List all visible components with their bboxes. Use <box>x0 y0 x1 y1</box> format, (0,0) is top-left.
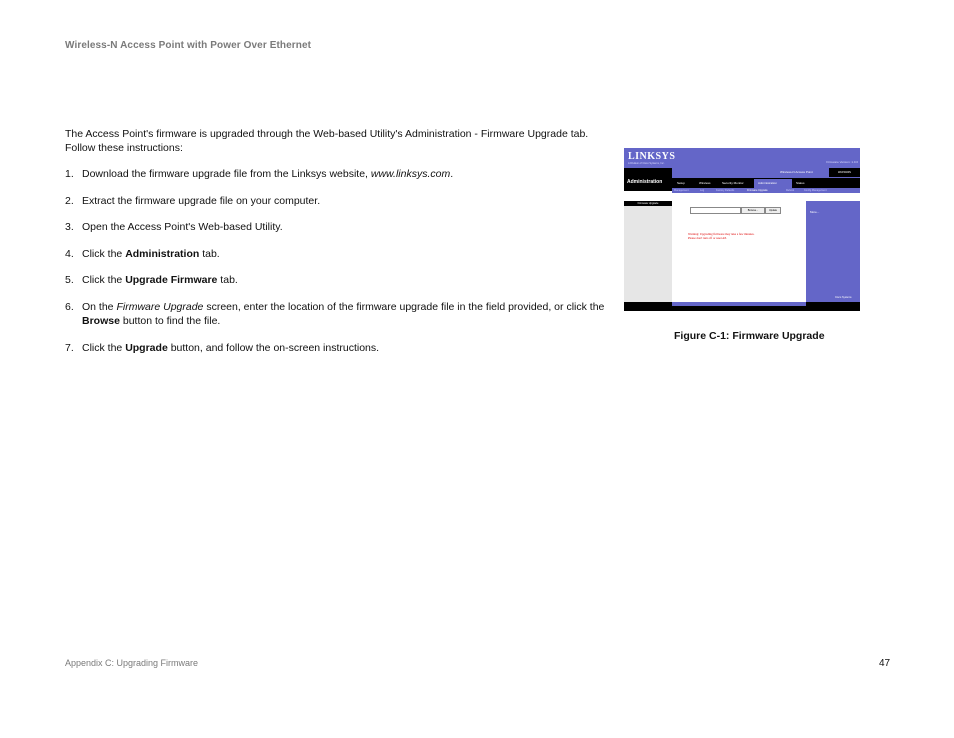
website-link-text: www.linksys.com <box>370 168 451 180</box>
logo-subtitle: A Division of Cisco Systems, Inc. <box>628 162 665 165</box>
figure-right-panel <box>806 201 860 302</box>
cisco-logo: Cisco Systems <box>835 296 852 299</box>
file-path-input <box>690 207 741 214</box>
subtab-log: Log <box>700 189 705 192</box>
step-number: 5. <box>65 274 74 287</box>
firmware-upgrade-screenshot <box>624 148 860 311</box>
model-badge: WAP4400N <box>829 168 860 177</box>
step-number: 6. <box>65 300 74 313</box>
warning-text: Warning: Upgrading firmware may take a few minutes. Please don't turn off or reset AP. <box>688 232 755 240</box>
list-item <box>65 341 605 355</box>
upgrade-button: Update <box>765 207 781 214</box>
step-number: 3. <box>65 221 74 234</box>
step-text: Click the Upgrade Firmware tab. <box>82 274 238 287</box>
linksys-logo: LINKSYS <box>628 151 676 162</box>
document-header: Wireless-N Access Point with Power Over Ethernet <box>65 40 312 51</box>
figure-left-panel <box>624 201 672 302</box>
section-label: Administration <box>627 179 663 185</box>
tab-security-monitor: Security Monitor <box>722 181 744 185</box>
step-number: 4. <box>65 247 74 260</box>
page-number: 47 <box>879 658 891 669</box>
tab-wireless: Wireless <box>699 181 711 185</box>
subtab-management: Management <box>674 189 689 192</box>
browse-button: Browse... <box>741 207 765 214</box>
list-item <box>65 220 605 234</box>
subtab-firmware-upgrade: Firmware Upgrade <box>747 189 768 192</box>
list-item <box>65 167 605 181</box>
body-text <box>65 127 605 367</box>
figure-caption: Figure C-1: Firmware Upgrade <box>674 330 825 342</box>
steps-list <box>65 167 605 355</box>
step-text: Open the Access Point's Web-based Utility. <box>82 221 283 234</box>
subtab-reboot: Reboot <box>786 189 795 192</box>
tab-administration: Administration <box>758 181 778 185</box>
more-link: More... <box>810 210 820 214</box>
product-name: Wireless-N Access Point <box>780 170 813 174</box>
left-panel-label: Firmware Upgrade <box>624 201 672 206</box>
tab-setup: Setup <box>677 181 685 185</box>
list-item <box>65 194 605 208</box>
step-text: Click the Upgrade button, and follow the on-screen instructions. <box>82 341 380 354</box>
footer-section: Appendix C: Upgrading Firmware <box>65 658 199 668</box>
figure-bottom-strip <box>672 302 806 306</box>
step-number: 1. <box>65 168 74 180</box>
step-text: Click the Administration tab. <box>82 247 220 260</box>
list-item <box>65 300 605 328</box>
list-item <box>65 273 605 287</box>
list-item <box>65 247 605 261</box>
subtab-config-management: Config Management <box>804 189 827 192</box>
subtab-factory-defaults: Factory Defaults <box>716 189 735 192</box>
step-number: 7. <box>65 341 74 354</box>
tab-status: Status <box>796 181 805 185</box>
firmware-version: Firmware Version: 1.0.0 <box>826 160 858 164</box>
step-text: Extract the firmware upgrade file on your computer. <box>82 194 321 207</box>
step-number: 2. <box>65 194 74 207</box>
intro-paragraph: The Access Point's firmware is upgraded through the Web-based Utility's Administration - Firmware Upgrade tab. Follow these instructions: <box>65 128 589 154</box>
step-text: Download the firmware upgrade file from the Linksys website, www.linksys.com. <box>82 168 454 180</box>
step-text: On the Firmware Upgrade screen, enter the location of the firmware upgrade file in the field provided, or click the Browse button to find the file. <box>82 300 605 327</box>
